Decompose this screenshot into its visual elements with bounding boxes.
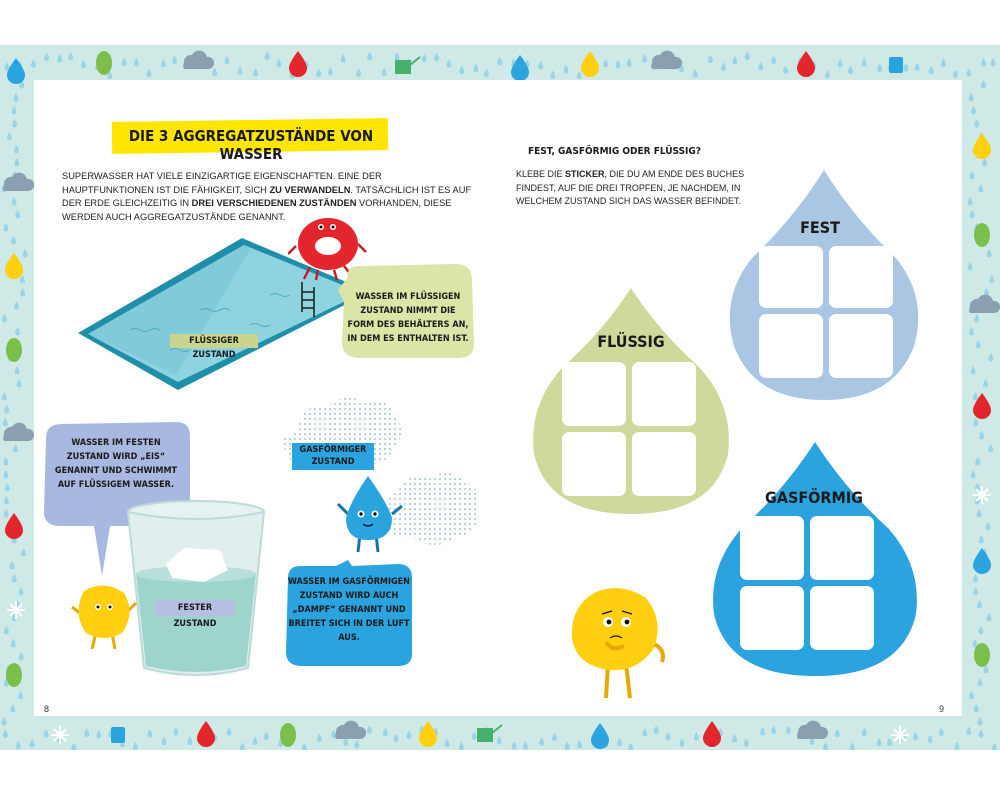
exercise-instructions: KLEBE DIE STICKER, DIE DU AM ENDE DES BUCHES FINDEST, AUF DIE DREI TROPFEN, JE NACHDEM, IN WELCHEM ZUSTAND SICH DAS WASSER BEFINDET. <box>516 169 745 206</box>
water-drop-icon <box>591 723 609 749</box>
water-drop-icon <box>581 51 599 77</box>
solid-state-label: FESTER ZUSTAND <box>156 600 234 616</box>
gas-state-label: GASFÖRMIGER ZUSTAND <box>292 443 374 470</box>
leaf-icon <box>96 51 112 75</box>
leaf-icon <box>974 223 990 247</box>
drop-gas-title: GASFÖRMIG <box>765 488 863 507</box>
drop-solid-title: FEST <box>800 218 840 237</box>
sticker-slot[interactable] <box>810 586 874 650</box>
glass-illustration <box>124 498 270 683</box>
water-drop-icon <box>7 58 25 84</box>
liquid-bubble-text: WASSER IM FLÜSSIGEN ZUSTAND NIMMT DIE FORM DES BEHÄLTERS AN, IN DEM ES ENTHALTEN IST. <box>347 292 469 344</box>
sticker-slot[interactable] <box>810 516 874 580</box>
cloud-rain-icon <box>3 173 34 191</box>
glass-icon <box>111 727 125 743</box>
snowflake-icon <box>891 726 909 744</box>
page-number-right: 9 <box>939 704 945 714</box>
sticker-slot[interactable] <box>632 362 696 426</box>
sticker-slot[interactable] <box>740 586 804 650</box>
water-drop-icon <box>797 51 815 77</box>
cloud-rain-icon <box>969 295 1000 313</box>
sticker-grid-liquid <box>560 360 702 500</box>
intro-text: SUPERWASSER HAT VIELE EINZIGARTIGE EIGENSCHAFTEN. EINE DER HAUPTFUNKTIONEN IST DIE FÄHIGKEIT, SICH ZU VERWANDELN. TATSÄCHLICH IST ES AUF DER ERDE GLEICHZEITIG IN DREI VERSCHIEDENEN ZUSTÄNDEN VORHANDEN, DIESE WERDEN AUCH AGGREGATZUSTÄNDE GENANNT. <box>62 171 472 222</box>
tree-icon <box>974 643 990 667</box>
yellow-character-thinking <box>566 586 670 702</box>
page-title: DIE 3 AGGREGATZUSTÄNDE VON WASSER <box>128 127 374 163</box>
cloud-rain-icon <box>797 721 828 739</box>
gas-bubble-text: WASSER IM GASFÖRMIGEN ZUSTAND WIRD AUCH „DAMPF“ GENANNT UND BREITET SICH IN DER LUFT AUS. <box>288 577 410 643</box>
cloud-rain-icon <box>3 423 34 441</box>
sticker-grid-solid <box>757 244 897 382</box>
sticker-slot[interactable] <box>632 432 696 496</box>
liquid-state-label: FLÜSSIGER ZUSTAND <box>170 334 258 348</box>
sticker-slot[interactable] <box>829 314 893 378</box>
drop-liquid-title: FLÜSSIG <box>597 332 665 351</box>
blue-drop-character <box>330 474 410 554</box>
yellow-character-left <box>70 583 140 653</box>
leaf-icon <box>6 338 22 362</box>
sticker-slot[interactable] <box>759 314 823 378</box>
leaf-icon <box>280 723 296 747</box>
cloud-rain-icon <box>335 721 366 739</box>
water-drop-icon <box>703 721 721 747</box>
sticker-slot[interactable] <box>562 432 626 496</box>
water-drop-icon <box>973 133 991 159</box>
sticker-slot[interactable] <box>740 516 804 580</box>
exercise-heading: FEST, GASFÖRMIG ODER FLÜSSIG? <box>528 146 702 157</box>
snowflake-icon <box>7 601 25 619</box>
page-number-left: 8 <box>44 704 50 714</box>
tree-icon <box>6 663 22 687</box>
water-drop-icon <box>419 721 437 747</box>
sticker-slot[interactable] <box>829 246 893 308</box>
glass-icon <box>889 57 903 73</box>
snowflake-icon <box>51 726 69 744</box>
cloud-rain-icon <box>651 51 682 69</box>
water-drop-icon <box>289 51 307 77</box>
water-drop-icon <box>197 721 215 747</box>
water-drop-icon <box>5 253 23 279</box>
sticker-slot[interactable] <box>562 362 626 426</box>
sticker-slot[interactable] <box>759 246 823 308</box>
sticker-grid-gas <box>738 514 878 654</box>
water-drop-icon <box>973 548 991 574</box>
solid-bubble-text: WASSER IM FESTEN ZUSTAND WIRD „EIS“ GENANNT UND SCHWIMMT AUF FLÜSSIGEM WASSER. <box>54 438 178 490</box>
cloud-rain-icon <box>183 51 214 69</box>
